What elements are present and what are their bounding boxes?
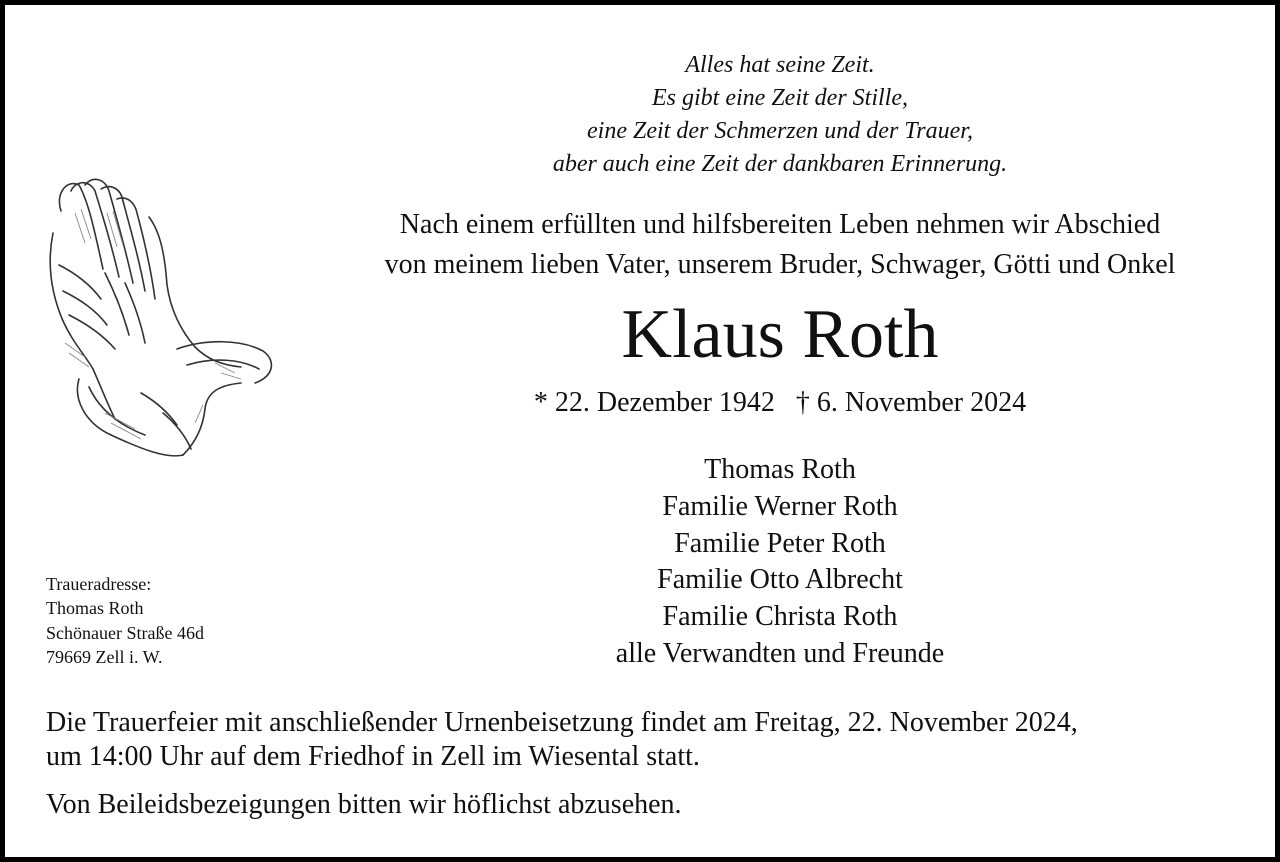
mourner-entry: Familie Christa Roth xyxy=(662,601,898,633)
motto-line: aber auch eine Zeit der dankbaren Erinnerung. xyxy=(552,151,1008,177)
mourner-entry: Thomas Roth xyxy=(704,454,856,485)
motto-line: Es gibt eine Zeit der Stille, xyxy=(652,85,908,111)
address-label: Traueradresse: xyxy=(46,574,152,594)
mourner-entry: Familie Peter Roth xyxy=(674,527,886,559)
mourner-entry: Familie Otto Albrecht xyxy=(657,564,903,596)
intro-text xyxy=(305,205,1255,285)
mourning-address xyxy=(46,572,204,669)
mourner-entry: alle Verwandten und Freunde xyxy=(615,637,945,669)
mourners-list xyxy=(335,452,1225,673)
address-line: Thomas Roth xyxy=(46,598,144,619)
funeral-info-line: um 14:00 Uhr auf dem Friedhof in Zell im Wiesental statt. xyxy=(46,741,700,772)
mourner-entry: Familie Werner Roth xyxy=(662,490,898,522)
funeral-info-line: Die Trauerfeier mit anschließender Urnenbeisetzung findet am Freitag, 22. November 2024, xyxy=(46,707,1078,738)
condolence-note: Von Beileidsbezeigungen bitten wir höflichst abzusehen. xyxy=(46,789,682,820)
address-line: 79669 Zell i. W. xyxy=(46,646,163,667)
funeral-info xyxy=(46,706,1078,774)
motto-verse xyxy=(335,49,1225,181)
address-line: Schönauer Straße 46d xyxy=(46,622,204,643)
motto-line: Alles hat seine Zeit. xyxy=(685,52,875,78)
deceased-name: Klaus Roth xyxy=(621,296,939,373)
intro-line: Nach einem erfüllten und hilfsbereiten Leben nehmen wir Abschied xyxy=(399,209,1161,240)
motto-line: eine Zeit der Schmerzen und der Trauer, xyxy=(587,118,973,144)
intro-line: von meinem lieben Vater, unserem Bruder, Schwager, Götti und Onkel xyxy=(384,249,1176,280)
praying-hands-icon xyxy=(45,173,281,465)
life-dates: * 22. Dezember 1942 † 6. November 2024 xyxy=(533,387,1027,418)
